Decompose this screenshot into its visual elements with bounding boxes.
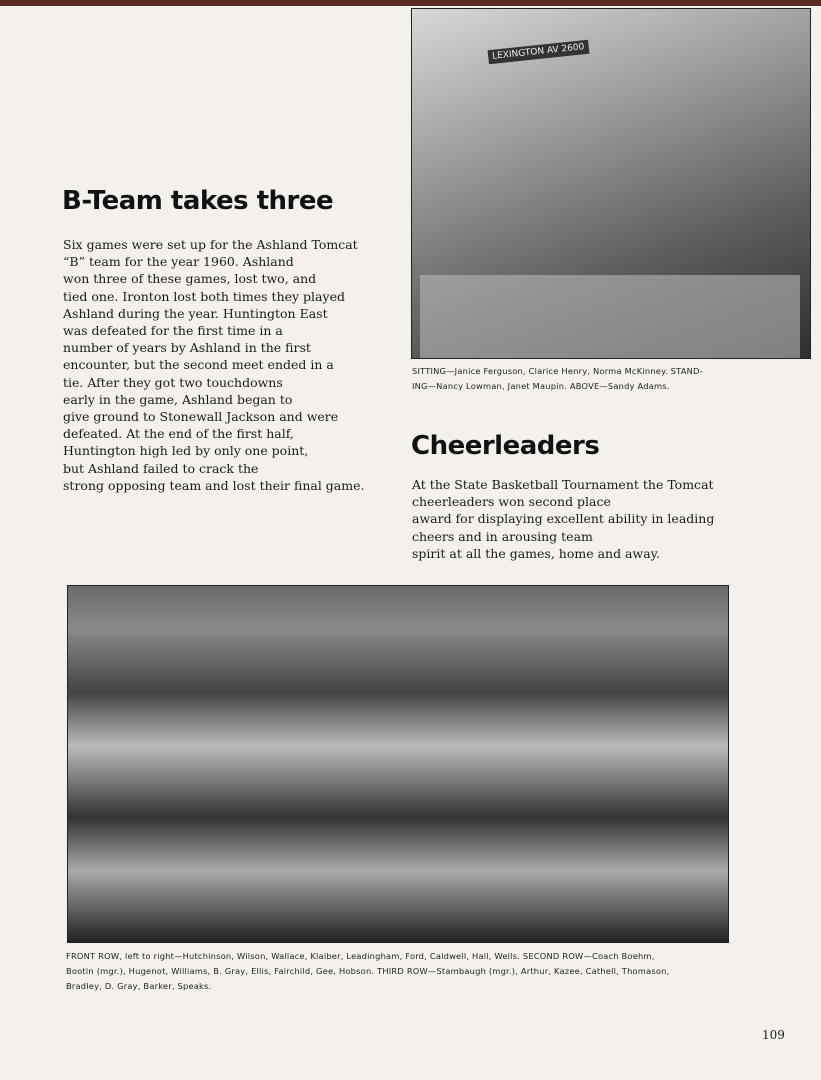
team-caption	[66, 949, 669, 994]
text-line: At the State Basketball Tournament the Tomcat	[412, 477, 714, 492]
text-line: strong opposing team and lost their final game.	[63, 477, 365, 493]
text-line: Six games were set up for the Ashland Tomcat	[63, 237, 358, 252]
page-number: 109	[762, 1028, 785, 1042]
team-photo	[67, 585, 729, 943]
cheerleaders-article	[412, 476, 714, 562]
text-line: but Ashland failed to crack the	[63, 460, 259, 476]
ground	[420, 275, 800, 358]
text-line: “B” team for the year 1960. Ashland	[63, 254, 294, 270]
text-line: cheers and in arousing team	[412, 528, 593, 544]
text-line: encounter, but the second meet ended in a	[63, 357, 334, 373]
caption-line: Bootin (mgr.), Hugenot, Williams, B. Gray, Ellis, Fairchild, Gee, Hobson. THIRD ROW—Stambaugh (mgr.), Arthur, Kazee, Cathell, Thomason,	[66, 966, 670, 976]
text-line: give ground to Stonewall Jackson and were	[63, 409, 339, 425]
caption-line: FRONT ROW, left to right—Hutchinson, Wilson, Wallace, Klaiber, Leadingham, Ford, Caldwell, Hall, Wells. SECOND ROW—Coach Boehm,	[66, 951, 655, 961]
text-line: Ashland during the year. Huntington East	[63, 305, 328, 321]
text-line: spirit at all the games, home and away.	[412, 545, 661, 561]
text-line: won three of these games, lost two, and	[63, 271, 317, 287]
caption-line: SITTING—Janice Ferguson, Clarice Henry, Norma McKinney. STAND-	[412, 366, 703, 376]
text-line: cheerleaders won second place	[412, 494, 611, 510]
text-line: Huntington high led by only one point,	[63, 443, 309, 459]
text-line: early in the game, Ashland began to	[63, 391, 293, 407]
text-line: number of years by Ashland in the first	[63, 340, 311, 356]
cheerleaders-photo	[411, 8, 811, 359]
caption-line: ING—Nancy Lowman, Janet Maupin. ABOVE—Sandy Adams.	[412, 381, 670, 391]
cheerleaders-caption	[412, 364, 703, 394]
caption-line: Bradley, D. Gray, Barker, Speaks.	[66, 981, 212, 991]
text-line: award for displaying excellent ability in leading	[412, 511, 715, 527]
cheerleaders-heading: Cheerleaders	[411, 431, 600, 461]
text-line: tie. After they got two touchdowns	[63, 374, 283, 390]
bteam-heading: B-Team takes three	[62, 186, 334, 216]
page-top-edge	[0, 0, 821, 6]
street-sign: LEXINGTON AV 2600	[488, 40, 590, 64]
text-line: defeated. At the end of the first half,	[63, 426, 294, 442]
text-line: tied one. Ironton lost both times they played	[63, 288, 345, 304]
text-line: was defeated for the first time in a	[63, 323, 283, 339]
bteam-article	[63, 236, 364, 494]
